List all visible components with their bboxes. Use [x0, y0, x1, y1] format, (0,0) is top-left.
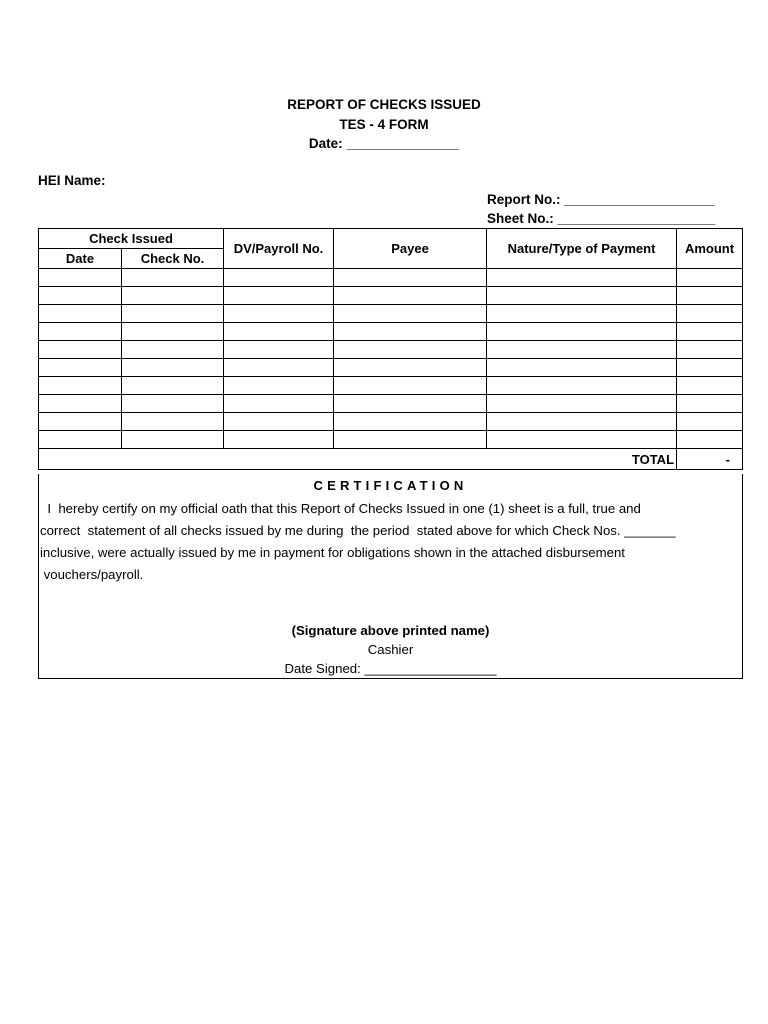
- nature-header: Nature/Type of Payment: [487, 229, 677, 269]
- report-date-label: Date: _______________: [308, 136, 460, 151]
- table-cell: [677, 305, 743, 323]
- table-cell: [487, 305, 677, 323]
- cashier-label: Cashier: [367, 642, 414, 657]
- table-cell: [39, 323, 122, 341]
- certification-text-line: correct statement of all checks issued by me during the period stated above for which Check Nos. _______: [40, 523, 676, 538]
- table-cell: [122, 323, 224, 341]
- table-cell: [677, 377, 743, 395]
- table-row: [39, 269, 743, 287]
- table-body: [39, 269, 743, 470]
- table-cell: [122, 359, 224, 377]
- table-cell: [39, 305, 122, 323]
- total-label: TOTAL: [39, 449, 677, 470]
- date-header: Date: [39, 249, 122, 269]
- table-cell: [224, 413, 334, 431]
- table-cell: [677, 359, 743, 377]
- table-cell: [487, 431, 677, 449]
- table-cell: [487, 395, 677, 413]
- table-cell: [487, 287, 677, 305]
- table-cell: [677, 341, 743, 359]
- table-cell: [334, 305, 487, 323]
- certification-title: CERTIFICATION: [313, 478, 468, 493]
- table-cell: [224, 269, 334, 287]
- table-cell: [224, 323, 334, 341]
- table-cell: [224, 287, 334, 305]
- table-cell: [39, 341, 122, 359]
- total-value: -: [677, 449, 743, 470]
- table-cell: [122, 431, 224, 449]
- table-cell: [487, 341, 677, 359]
- checks-table: [38, 228, 743, 470]
- certification-text-line: vouchers/payroll.: [40, 567, 144, 582]
- table-cell: [334, 413, 487, 431]
- table-row: [39, 323, 743, 341]
- certification-text-line: I hereby certify on my official oath that this Report of Checks Issued in one (1) sheet is a full, true and: [40, 501, 641, 516]
- table-cell: [39, 287, 122, 305]
- table-cell: [487, 413, 677, 431]
- table-cell: [39, 413, 122, 431]
- table-cell: [122, 377, 224, 395]
- table-cell: [224, 395, 334, 413]
- table-cell: [39, 359, 122, 377]
- table-cell: [334, 359, 487, 377]
- table-row: [39, 305, 743, 323]
- table-row: [39, 287, 743, 305]
- date-signed-label: Date Signed: __________________: [284, 661, 497, 676]
- table-row: [39, 431, 743, 449]
- table-cell: [334, 431, 487, 449]
- report-no-label: Report No.: ____________________: [487, 192, 715, 207]
- table-row: [39, 341, 743, 359]
- table-cell: [39, 431, 122, 449]
- sheet-no-label: Sheet No.: _____________________: [487, 211, 716, 226]
- table-cell: [334, 395, 487, 413]
- payee-header: Payee: [334, 229, 487, 269]
- total-row: [39, 449, 743, 470]
- table-cell: [487, 269, 677, 287]
- table-cell: [487, 323, 677, 341]
- signature-label: (Signature above printed name): [291, 623, 490, 638]
- table-row: [39, 413, 743, 431]
- table-cell: [487, 359, 677, 377]
- table-row: [39, 395, 743, 413]
- table-cell: [677, 413, 743, 431]
- hei-name-label: HEI Name:: [38, 173, 106, 188]
- check-issued-header: Check Issued: [39, 229, 224, 249]
- table-cell: [334, 323, 487, 341]
- table-cell: [334, 377, 487, 395]
- certification-text-line: inclusive, were actually issued by me in payment for obligations shown in the attached disbursement: [40, 545, 625, 560]
- table-cell: [334, 287, 487, 305]
- table-cell: [122, 413, 224, 431]
- table-cell: [334, 341, 487, 359]
- amount-header: Amount: [677, 229, 743, 269]
- table-cell: [122, 287, 224, 305]
- form-code: TES - 4 FORM: [339, 117, 429, 132]
- table-cell: [677, 323, 743, 341]
- table-cell: [224, 305, 334, 323]
- table-cell: [224, 341, 334, 359]
- table-cell: [334, 269, 487, 287]
- report-title: REPORT OF CHECKS ISSUED: [287, 97, 481, 112]
- table-row: [39, 377, 743, 395]
- table-cell: [487, 377, 677, 395]
- certification-section: [38, 474, 743, 679]
- table-cell: [39, 395, 122, 413]
- table-row: [39, 359, 743, 377]
- table-cell: [677, 287, 743, 305]
- table-cell: [39, 269, 122, 287]
- table-cell: [122, 341, 224, 359]
- table-cell: [122, 395, 224, 413]
- table-cell: [677, 395, 743, 413]
- check-no-header: Check No.: [122, 249, 224, 269]
- table-cell: [39, 377, 122, 395]
- table-cell: [122, 305, 224, 323]
- dv-payroll-header: DV/Payroll No.: [224, 229, 334, 269]
- table-cell: [224, 377, 334, 395]
- table-cell: [677, 431, 743, 449]
- table-cell: [677, 269, 743, 287]
- table-cell: [122, 269, 224, 287]
- table-cell: [224, 359, 334, 377]
- table-cell: [224, 431, 334, 449]
